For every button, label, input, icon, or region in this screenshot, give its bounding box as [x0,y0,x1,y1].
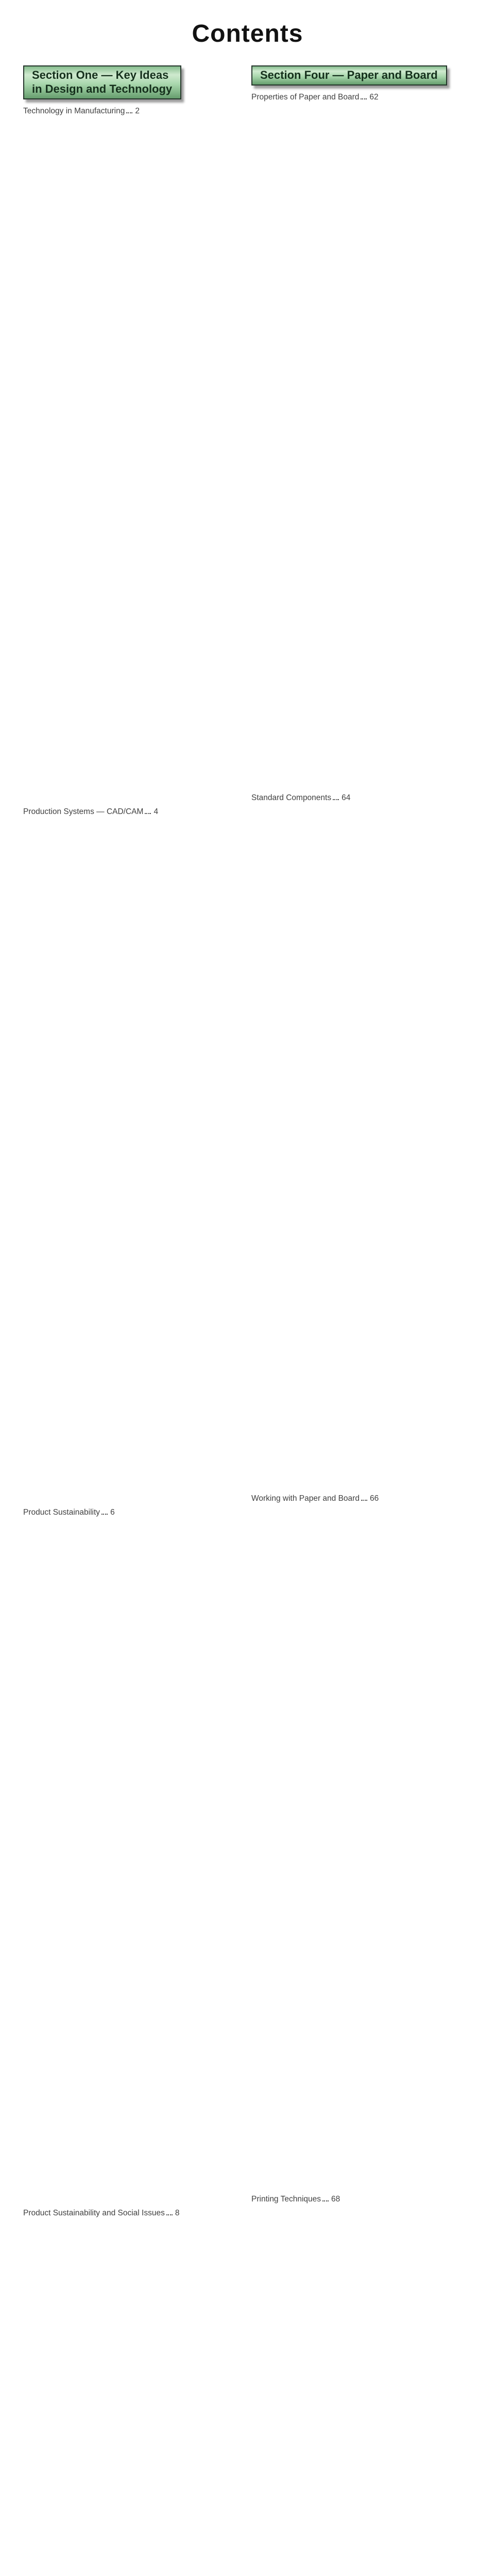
section-title-line: in Design and Technology [32,82,173,95]
toc-column-left [23,65,231,2576]
section-entries [251,92,459,2576]
toc-columns [23,65,495,2576]
dot-leader [361,1500,367,1501]
toc-entry [251,1494,459,2194]
entry-page-number: 2 [135,106,231,807]
entry-label: Properties of Paper and Board [251,93,360,101]
toc-section [251,65,459,2576]
toc-entry [23,2208,231,2576]
toc-entry [23,807,231,1507]
entry-page-number: 8 [175,2208,231,2576]
entry-label: Working with Paper and Board [251,1494,360,1503]
entry-label: Standard Components [251,793,332,802]
toc-entry [23,106,231,807]
entry-page-number: 66 [370,1494,459,2194]
dot-leader [145,813,151,814]
entry-label: Printing Techniques [251,2195,321,2204]
dot-leader [333,799,339,800]
entry-page-number: 4 [153,807,231,1507]
toc-entry [251,2194,459,2576]
dot-leader [361,98,367,99]
toc-entry [23,1507,231,2208]
entry-page-number: 68 [331,2194,459,2576]
dot-leader [101,1514,108,1515]
dot-leader [126,112,132,113]
entry-page-number: 62 [369,92,459,793]
entry-page-number: 6 [110,1507,231,2208]
toc-section [23,65,231,2576]
dot-leader [166,2214,173,2215]
entry-label: Product Sustainability [23,1508,100,1517]
toc-entry [251,793,459,1494]
dot-leader [322,2200,329,2201]
entry-label: Product Sustainability and Social Issues [23,2209,165,2217]
entry-label: Production Systems — CAD/CAM [23,807,144,816]
toc-entry [251,92,459,793]
section-header [23,65,181,99]
section-header [251,65,447,86]
entry-label: Technology in Manufacturing [23,107,125,115]
entry-page-number: 64 [342,793,459,1494]
page-title: Contents [192,20,303,47]
section-entries [23,106,231,2576]
section-title-line: Section Four — Paper and Board [260,69,438,81]
section-title-line: Section One — Key Ideas [32,69,169,81]
toc-column-right [251,65,459,2576]
